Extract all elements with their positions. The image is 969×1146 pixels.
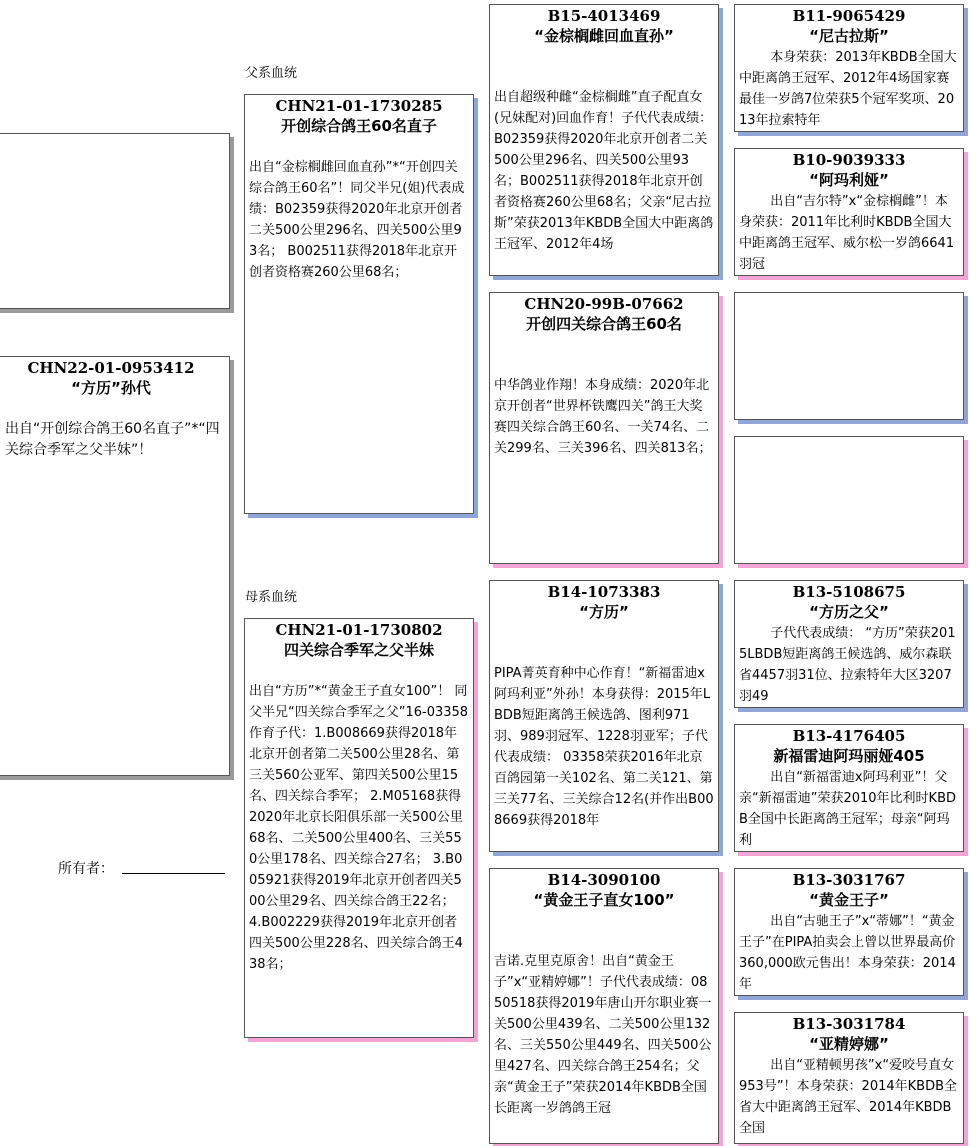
- pedigree-text: PIPA菁英育种中心作育！“新福雷迪x阿玛利亚”外孙！本身获得：2015年LBDB短距离鸽王候选鸽、图利971羽、989羽冠军、1228羽亚军；子代代表成绩： 03358荣获2016年北京百鸽园第一关102名、第二关121、第三关77名、三关综合12名(并作出B008669获得2018年: [494, 666, 714, 828]
- ggp6-card: [734, 724, 964, 852]
- blank-card-ggp3: [734, 292, 964, 420]
- pigeon-name: “方历”孙代: [71, 379, 151, 397]
- pedigree-text: 出自“亚精顿男孩”x“爱咬号直女953号”！本身荣获：2014年KBDB全省大中距离鸽王冠军、2014年KBDB全国: [739, 1058, 958, 1136]
- pedigree-text: 出自“吉尔特”x“金棕榈雌”！本身荣获：2011年比利时KBDB全国大中距离鸽王冠军、威尔松一岁鸽6641羽冠: [739, 194, 955, 272]
- ring-number: B13-4176405: [792, 727, 906, 745]
- ring-number: B14-3090100: [547, 871, 661, 889]
- pedigree-text: 出自“新福雷迪x阿玛利亚”！父亲“新福雷迪”荣获2010年比利时KBDB全国中长距离鸽王冠军；母亲“阿玛利: [739, 770, 957, 848]
- ring-number: CHN21-01-1730802: [275, 621, 443, 639]
- dam-card: [244, 618, 474, 1038]
- pigeon-name: “方历”: [579, 603, 629, 621]
- pigeon-name: “尼古拉斯”: [809, 27, 889, 45]
- blank-card-ggp4: [734, 436, 964, 564]
- pigeon-name: 新福雷迪阿玛丽娅405: [773, 747, 925, 765]
- pedigree-text: 出自“方历”*“黄金王子直女100”！ 同父半兄“四关综合季军之父”16-03358作育子代：1.B008669获得2018年北京开创者第二关500公里28名、第三关560公亚军、第四关500公里15名、四关综合季军； 2.M05168获得2020年北京长阳俱乐部一关500公里68名、二关500公里400名、三关550公里178名、四关综合27名； 3.B005921获得2019年北京开创者四关500公里29名、四关综合鸽王22名； 4.B002229获得2019年北京开创者四关500公里228名、四关综合鸽王438名；: [249, 684, 469, 972]
- pigeon-name: “方历之父”: [809, 603, 889, 621]
- pigeon-name: “金棕榈雌回血直孙”: [534, 27, 674, 45]
- ring-number: B13-3031784: [792, 1015, 906, 1033]
- paternal-label: 父系血统: [245, 66, 298, 81]
- blank-card-top-left: [0, 133, 230, 309]
- pedigree-text: 吉诺.克里克原舍！出自“黄金王子”x“亚精婷娜”！子代代表成绩：0850518获得2019年唐山开尔职业赛一关500公里439名、二关500公里132名、三关550公里449名、四关500公里427名、四关综合鸽王254名；父亲“黄金王子”荣获2014年KBDB全国长距离一岁鸽鸽王冠: [494, 954, 712, 1116]
- grandsire-maternal-card: [489, 580, 719, 852]
- pigeon-name: 开创综合鸽王60名直子: [281, 117, 437, 135]
- pedigree-text: 出自超级种雌“金棕榈雌”直子配直女(兄妹配对)回血作育！子代代表成绩： B02359获得2020年北京开创者二关500公里296名、四关500公里93名；B002511获得2018年北京开创者资格赛260公里68名；父亲“尼古拉斯”荣获2013年KBDB全国大中距离鸽王冠军、2012年4场: [494, 90, 714, 252]
- pedigree-text: 中华鸽业作翔！本身成绩：2020年北京开创者“世界杯铁鹰四关”鸽王大奖赛四关综合鸽王60名、一关74名、二关299名、三关396名、四关813名；: [494, 378, 712, 456]
- pigeon-name: “亚精婷娜”: [809, 1035, 889, 1053]
- ring-number: B13-3031767: [792, 871, 906, 889]
- pigeon-name: 开创四关综合鸽王60名: [526, 315, 682, 333]
- pigeon-name: “黄金王子”: [809, 891, 889, 909]
- pigeon-name: 四关综合季军之父半妹: [283, 641, 434, 659]
- ggp5-card: [734, 580, 964, 708]
- ggp1-card: [734, 4, 964, 132]
- ring-number: B15-4013469: [547, 7, 661, 25]
- ring-number: B11-9065429: [792, 7, 906, 25]
- granddam-maternal-card: [489, 868, 719, 1144]
- subject-card: [0, 356, 230, 776]
- granddam-paternal-card: [489, 292, 719, 564]
- grandsire-paternal-card: [489, 4, 719, 276]
- ring-number: B14-1073383: [547, 583, 661, 601]
- ggp7-card: [734, 868, 964, 996]
- ring-number: B10-9039333: [792, 151, 906, 169]
- ring-number: B13-5108675: [792, 583, 906, 601]
- ring-number: CHN22-01-0953412: [27, 359, 195, 377]
- ring-number: CHN20-99B-07662: [524, 295, 684, 313]
- maternal-label: 母系血统: [245, 590, 298, 605]
- pedigree-text: 出自“金棕榈雌回血直孙”*“开创四关综合鸽王60名”！同父半兄(姐)代表成绩：B02359获得2020年北京开创者二关500公里296名、四关500公里93名； B002511获得2018年北京开创者资格赛260公里68名；: [249, 160, 465, 280]
- pigeon-name: “阿玛利娅”: [809, 171, 889, 189]
- pedigree-text: 出自“古驰王子”x“蒂娜”！“黄金王子”在PIPA拍卖会上曾以世界最高价360,000欧元售出！本身荣获：2014年: [739, 914, 956, 992]
- owner-label: 所有者：: [58, 861, 114, 877]
- pedigree-text: 本身荣获：2013年KBDB全国大中距离鸽王冠军、2012年4场国家赛最佳一岁鸽7位荣获5个冠军奖项、2013年拉索特年: [739, 50, 957, 128]
- pigeon-name: “黄金王子直女100”: [533, 891, 675, 909]
- ring-number: CHN21-01-1730285: [275, 97, 443, 115]
- pedigree-text: 出自“开创综合鸽王60名直子”*“四关综合季军之父半妹”！: [5, 421, 220, 458]
- ggp2-card: [734, 148, 964, 276]
- sire-card: [244, 94, 474, 514]
- ggp8-card: [734, 1012, 964, 1144]
- pedigree-text: 子代代表成绩： “方历”荣获2015LBDB短距离鸽王候选鸽、威尔森联省4457羽31位、拉索特年大区3207羽49: [739, 626, 956, 704]
- owner-field[interactable]: [122, 873, 225, 874]
